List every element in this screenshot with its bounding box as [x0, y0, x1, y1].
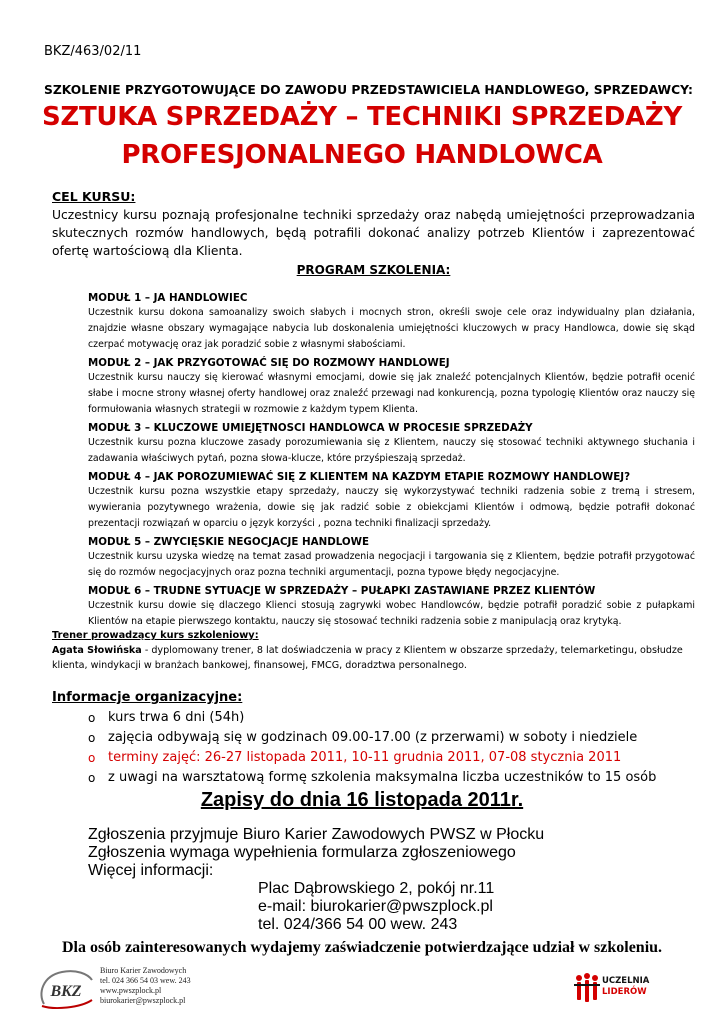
info-item: [88, 768, 698, 788]
bkz-logo-icon: [36, 966, 96, 1010]
info-heading: Informacje organizacyjne:: [52, 690, 243, 705]
trainer-name: Agata Słowińska: [52, 645, 142, 656]
reference-number: BKZ/463/02/11: [44, 44, 142, 59]
page-subtitle: SZKOLENIE PRZYGOTOWUJĄCE DO ZAWODU PRZEDSTAWICIELA HANDLOWEGO, SPRZEDAWCY:: [44, 83, 693, 97]
registration-deadline: Zapisy do dnia 16 listopada 2011r.: [200, 789, 524, 811]
goal-heading: CEL KURSU:: [52, 189, 136, 204]
contact-phone: tel. 024/366 54 00 wew. 243: [258, 916, 458, 933]
contact-info: [258, 880, 494, 934]
module-title: MODUŁ 3 – KLUCZOWE UMIEJĘTNOSCI HANDLOWCA W PROCESIE SPRZEDAŻY: [88, 422, 533, 434]
module-text: Uczestnik kursu dowie się dlaczego Klienci stosują zagrywki wobec Handlowców, będzie potrafił poradzić sobie z pułapkami Klientów na etapie pierwszego kontaktu, nauczy się stosować techniki radzenia sobie z manipulacją oraz krytyką.: [88, 600, 695, 627]
bullet-icon: o: [88, 771, 96, 785]
bullet-icon: o: [88, 731, 96, 745]
footer-line: tel. 024 366 54 03 wew. 243: [100, 976, 191, 985]
certificate-note: Dla osób zainteresowanych wydajemy zaświadczenie potwierdzające udział w szkoleniu.: [61, 939, 663, 956]
info-item-dates: [88, 748, 698, 768]
module-title: MODUŁ 5 – ZWYCIĘSKIE NEGOCJACJE HANDLOWE: [88, 536, 370, 548]
info-item: [88, 708, 698, 728]
goal-text: Uczestnicy kursu poznają profesjonalne techniki sprzedaży oraz nabędą umiejętności przeprowadzania skutecznych rozmów handlowych, będą potrafili dokonać analizy potrzeb Klientów i zaprezentować ofertę wartościową dla Klienta.: [52, 208, 695, 258]
module-title: MODUŁ 2 – JAK PRZYGOTOWAĆ SIĘ DO ROZMOWY HANDLOWEJ: [88, 357, 450, 369]
footer-email[interactable]: biurokarier@pwszplock.pl: [100, 996, 186, 1005]
registration-line: Więcej informacji:: [88, 862, 214, 879]
module-list: [88, 291, 695, 630]
contact-email[interactable]: e-mail: biurokarier@pwszplock.pl: [258, 898, 493, 915]
info-item-text: terminy zajęć: 26-27 listopada 2011, 10-11 grudnia 2011, 07-08 stycznia 2011: [108, 750, 622, 765]
module-text: Uczestnik kursu nauczy się kierować własnymi emocjami, dowie się jak znaleźć potencjalnych Klientów, będzie potrafił ocenić słabe i mocne strony własnej oferty handlowej oraz znaleźć przewagi nad konkurencją, pozna typologię Klientów oraz nauczy się formułowania własnych strategii w rozmowie z każdym typem Klienta.: [88, 372, 695, 415]
trainer-bio: - dyplomowany trener, 8 lat doświadczenia w pracy z Klientem w obszarze sprzedaży, telemarketingu, obsłudze klienta, windykacji w branżach bankowej, finansowej, FMCG, doradztwa personalnego.: [52, 645, 683, 671]
badge-line2: LIDERÓW: [602, 987, 647, 997]
info-item-text: zajęcia odbywają się w godzinach 09.00-17.00 (z przerwami) w soboty i niedziele: [108, 730, 638, 745]
bullet-icon: o: [88, 751, 96, 765]
uczelnia-liderow-text: [602, 976, 649, 998]
module-title: MODUŁ 4 – JAK POROZUMIEWAĆ SIĘ Z KLIENTEM NA KAZDYM ETAPIE ROZMOWY HANDLOWEJ?: [88, 471, 631, 483]
info-item-text: kurs trwa 6 dni (54h): [108, 710, 245, 725]
footer-line: Biuro Karier Zawodowych: [100, 966, 187, 975]
module-title: MODUŁ 1 – JA HANDLOWIEC: [88, 292, 248, 304]
info-item-text: z uwagi na warsztatową formę szkolenia maksymalna liczba uczestników to 15 osób: [108, 770, 657, 785]
trainer-description: [52, 643, 695, 673]
module-text: Uczestnik kursu uzyska wiedzę na temat zasad prowadzenia negocjacji i targowania się z Klientem, będzie potrafił przygotować się do rozmów negocjacyjnych oraz pozna techniki argumentacji, pozna typowe błędy negocjacyjne.: [88, 551, 695, 578]
footer-contact: [100, 966, 191, 1006]
page-title-line1: SZTUKA SPRZEDAŻY – TECHNIKI SPRZEDAŻY: [42, 102, 682, 132]
contact-address: Plac Dąbrowskiego 2, pokój nr.11: [258, 880, 495, 897]
bullet-icon: o: [88, 711, 96, 725]
page-title-line2: PROFESJONALNEGO HANDLOWCA: [121, 140, 603, 170]
badge-line1: UCZELNIA: [602, 976, 650, 986]
module-text: Uczestnik kursu dokona samoanalizy swoich słabych i mocnych stron, określi swoje cele oraz indywidualny plan działania, znajdzie własne obszary wymagające nabycia lub doskonalenia umiejętności kluczowych w pracy Handlowca, dowie się skąd czerpać motywację oraz jak poradzić sobie z własnymi słabościami.: [88, 307, 695, 350]
registration-info: [88, 826, 544, 880]
module-text: Uczestnik kursu pozna wszystkie etapy sprzedaży, nauczy się wykorzystywać techniki radzenia sobie z tremą i stresem, wywierania pozytywnego wrażenia, dowie się jak radzić sobie z obiekcjami Klientów i odmową, będzie potrafił dokonać prezentacji rozwiązań w oparciu o język korzyści , pozna techniki finalizacji sprzedaży.: [88, 486, 695, 529]
footer-link[interactable]: www.pwszplock.pl: [100, 986, 162, 995]
bkz-logo-text: BKZ: [50, 983, 82, 1000]
registration-line: Zgłoszenia przyjmuje Biuro Karier Zawodowych PWSZ w Płocku: [88, 826, 545, 843]
module-title: MODUŁ 6 – TRUDNE SYTUACJE W SPRZEDAŻY – PUŁAPKI ZASTAWIANE PRZEZ KLIENTÓW: [88, 585, 596, 597]
registration-line: Zgłoszenia wymaga wypełnienia formularza zgłoszeniowego: [88, 844, 516, 861]
program-heading: PROGRAM SZKOLENIA:: [296, 263, 451, 277]
info-list: [88, 708, 698, 788]
module-text: Uczestnik kursu pozna kluczowe zasady porozumiewania się z Klientem, nauczy się stosować techniki aktywnego słuchania i zadawania właściwych pytań, pozna słowa-klucze, które przyśpieszają sprzedaż.: [88, 437, 695, 464]
trainer-heading: Trener prowadzący kurs szkoleniowy:: [52, 630, 259, 641]
info-item: [88, 728, 698, 748]
